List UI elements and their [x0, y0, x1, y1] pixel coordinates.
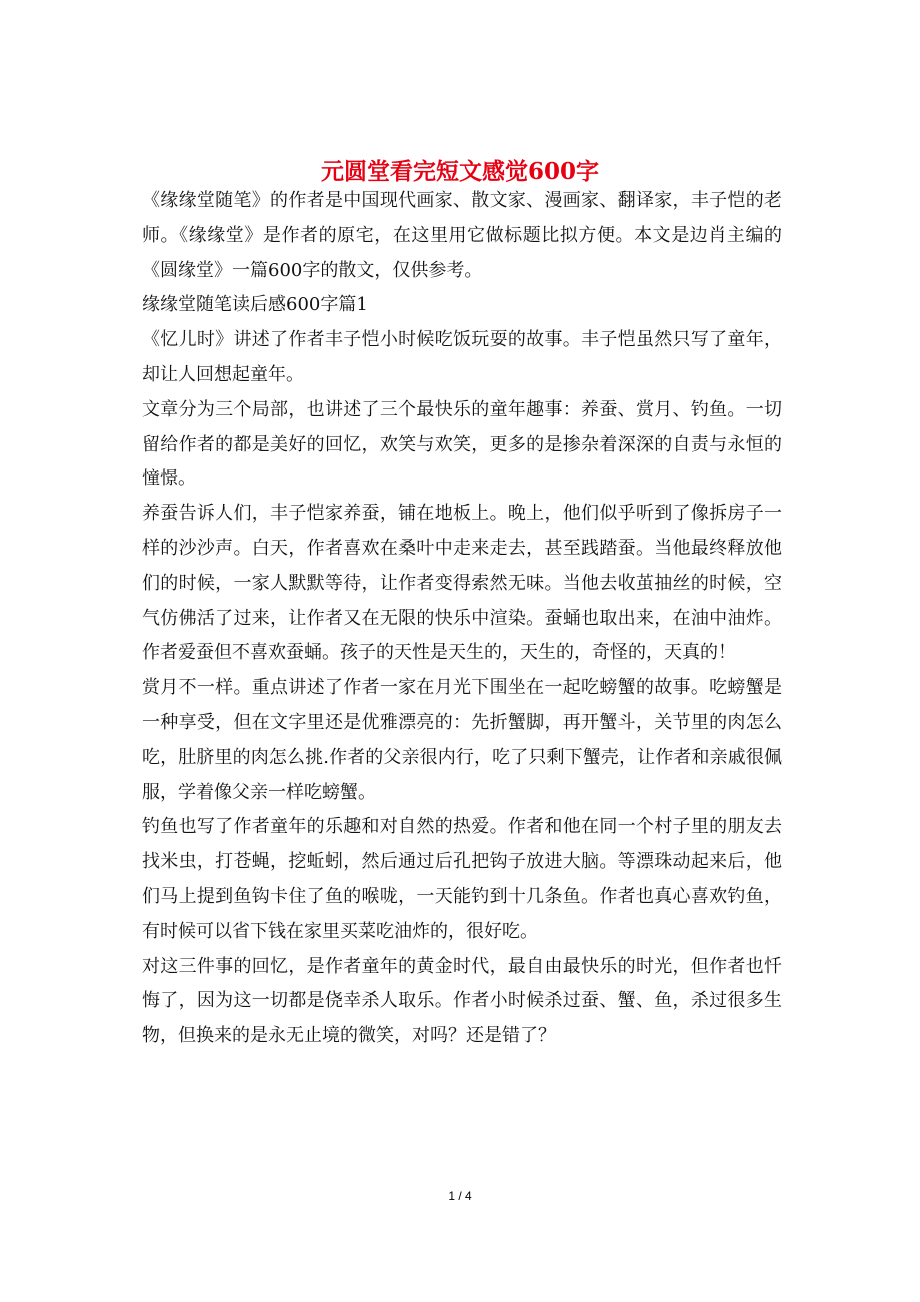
- paragraph: 钓鱼也写了作者童年的乐趣和对自然的热爱。作者和他在同一个村子里的朋友去找米虫，打苍蝇，挖蚯蚓，然后通过后孔把钩子放进大脑。等漂珠动起来后，他们马上提到鱼钩卡住了鱼的喉咙，一天能钓到十几条鱼。作者也真心喜欢钓鱼，有时候可以省下钱在家里买菜吃油炸的，很好吃。: [142, 816, 782, 942]
- document-body: [142, 184, 782, 1054]
- paragraph: 养蚕告诉人们，丰子恺家养蚕，铺在地板上。晚上，他们似乎听到了像拆房子一样的沙沙声。白天，作者喜欢在桑叶中走来走去，甚至践踏蚕。当他最终释放他们的时候，一家人默默等待，让作者变得索然无味。当他去收茧抽丝的时候，空气仿佛活了过来，让作者又在无限的快乐中渲染。蚕蛹也取出来，在油中油炸。作者爱蚕但不喜欢蚕蛹。孩子的天性是天生的，天生的，奇怪的，天真的！: [142, 503, 782, 664]
- paragraph: 赏月不一样。重点讲述了作者一家在月光下围坐在一起吃螃蟹的故事。吃螃蟹是一种享受，但在文字里还是优雅漂亮的：先折蟹脚，再开蟹斗，关节里的肉怎么吃，肚脐里的肉怎么挑.作者的父亲很内行，吃了只剩下蟹壳，让作者和亲戚很佩服，学着像父亲一样吃螃蟹。: [142, 677, 782, 803]
- paragraph-intro: 《缘缘堂随笔》的作者是中国现代画家、散文家、漫画家、翻译家，丰子恺的老师。《缘缘堂》是作者的原宅，在这里用它做标题比拟方便。本文是边肖主编的《圆缘堂》一篇600字的散文，仅供参考。: [142, 190, 782, 281]
- paragraph: 对这三件事的回忆，是作者童年的黄金时代，最自由最快乐的时光，但作者也忏悔了，因为这一切都是侥幸杀人取乐。作者小时候杀过蚕、蟹、鱼，杀过很多生物，但换来的是永无止境的微笑，对吗？还是错了？: [142, 955, 782, 1047]
- section-heading: 缘缘堂随笔读后感600字篇1: [142, 294, 368, 316]
- paragraph: 文章分为三个局部，也讲述了三个最快乐的童年趣事：养蚕、赏月、钓鱼。一切留给作者的都是美好的回忆，欢笑与欢笑，更多的是掺杂着深深的自责与永恒的憧憬。: [142, 398, 782, 490]
- page-number: 1 / 4: [448, 1189, 472, 1203]
- paragraph: 《忆儿时》讲述了作者丰子恺小时候吃饭玩耍的故事。丰子恺虽然只写了童年，却让人回想起童年。: [142, 329, 782, 385]
- document-title: 元圆堂看完短文感觉600字: [320, 158, 599, 186]
